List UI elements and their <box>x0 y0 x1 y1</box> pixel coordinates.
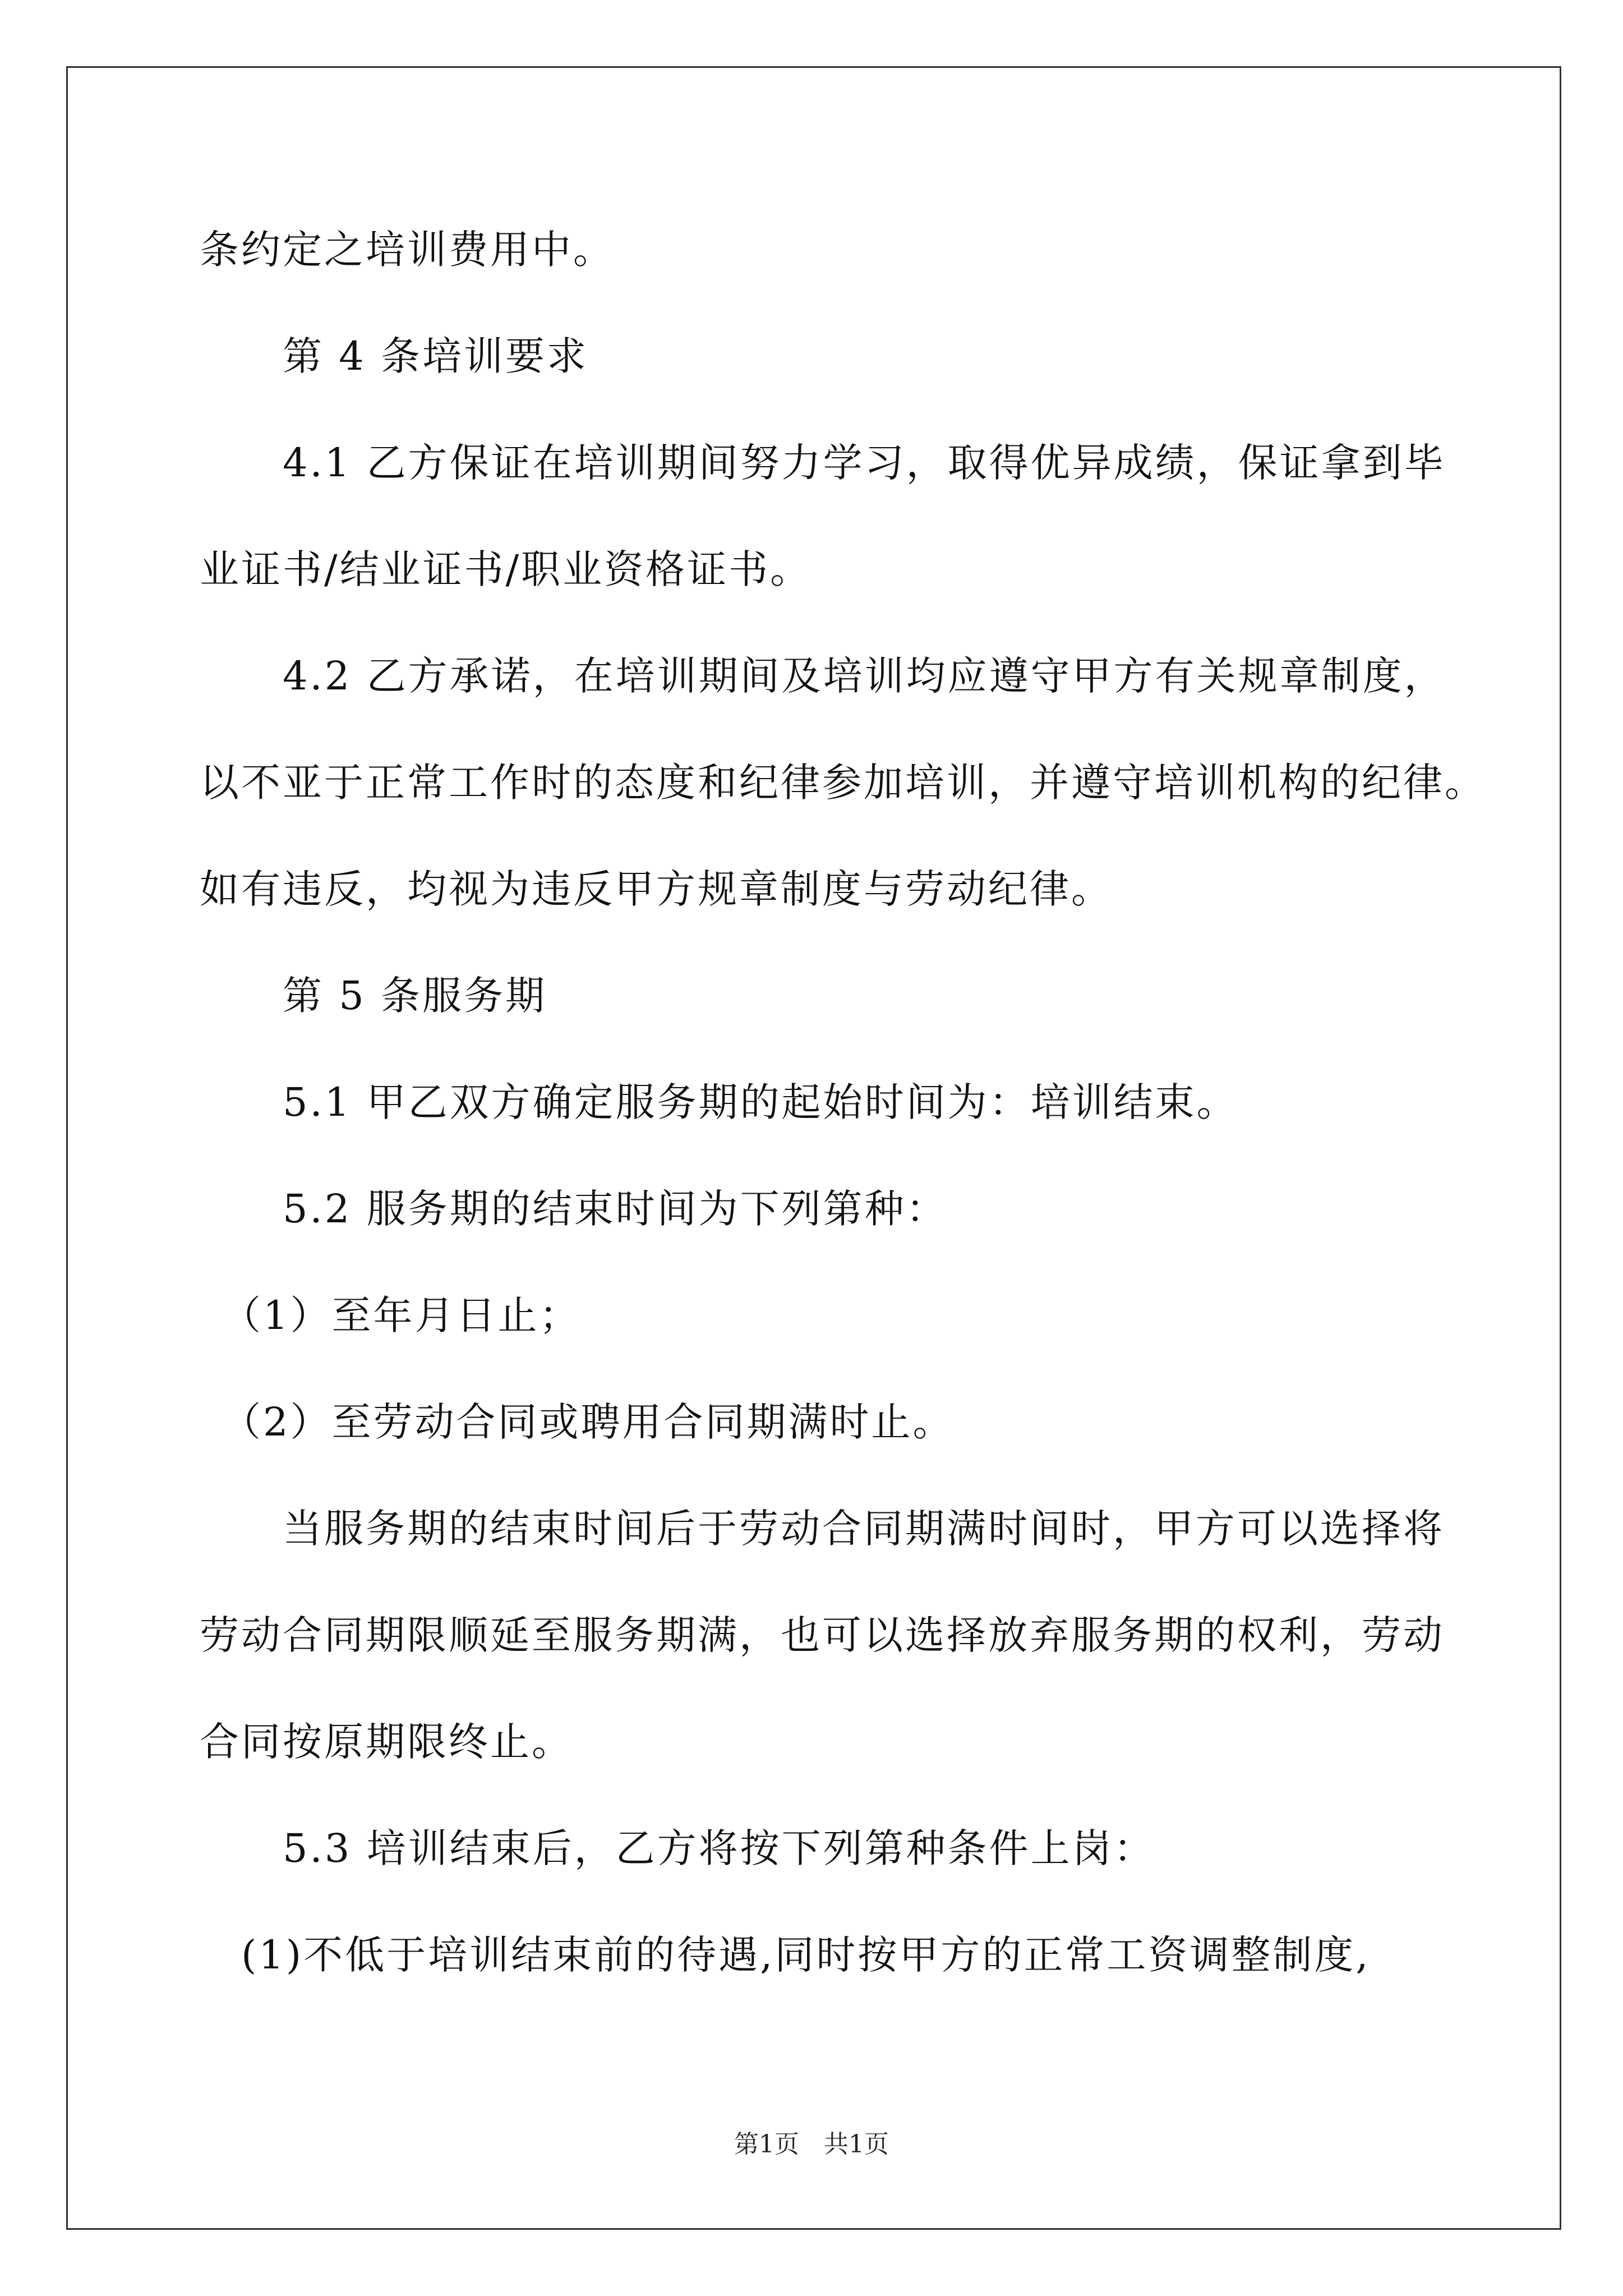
page-number-footer: 第1页 共1页 <box>734 2130 889 2159</box>
list-item: (1)不低于培训结束前的待遇,同时按甲方的正常工资调整制度, <box>200 1932 1371 1978</box>
section-heading: 第 4 条培训要求 <box>200 333 589 379</box>
paragraph-line: 5.2 服务期的结束时间为下列第种： <box>200 1186 948 1232</box>
paragraph-line: 以不亚于正常工作时的态度和纪律参加培训，并遵守培训机构的纪律。 <box>200 760 1486 806</box>
paragraph-line: 合同按原期限终止。 <box>200 1719 573 1765</box>
page-border <box>66 66 1561 2230</box>
list-item: （1）至年月日止； <box>200 1292 581 1338</box>
section-heading: 第 5 条服务期 <box>200 973 547 1019</box>
paragraph-line: 条约定之培训费用中。 <box>200 227 615 273</box>
paragraph-line: 4.2 乙方承诺，在培训期间及培训均应遵守甲方有关规章制度， <box>200 653 1446 699</box>
paragraph-line: 当服务期的结束时间后于劳动合同期满时间时，甲方可以选择将 <box>200 1506 1445 1552</box>
paragraph-line: 业证书/结业证书/职业资格证书。 <box>200 546 812 592</box>
paragraph-line: 4.1 乙方保证在培训期间努力学习，取得优异成绩，保证拿到毕 <box>200 440 1446 486</box>
list-item: （2）至劳动合同或聘用合同期满时止。 <box>200 1399 955 1445</box>
paragraph-line: 如有违反，均视为违反甲方规章制度与劳动纪律。 <box>200 866 1113 912</box>
paragraph-line: 劳动合同期限顺延至服务期满，也可以选择放弃服务期的权利，劳动 <box>200 1612 1445 1658</box>
paragraph-line: 5.3 培训结束后，乙方将按下列第种条件上岗： <box>200 1825 1155 1871</box>
paragraph-line: 5.1 甲乙双方确定服务期的起始时间为：培训结束。 <box>200 1079 1238 1125</box>
